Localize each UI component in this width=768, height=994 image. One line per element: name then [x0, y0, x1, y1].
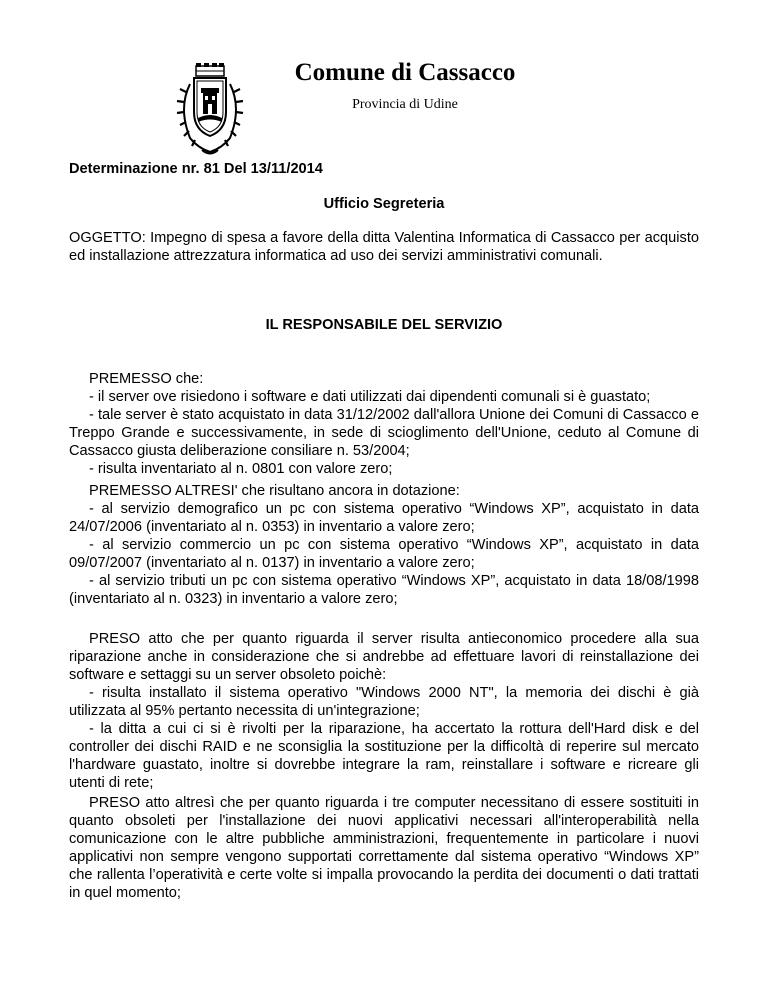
- premesso-item: - tale server è stato acquistato in data 31/12/2002 dall'allora Unione dei Comuni di Cassacco e Treppo Grande e successivamente, in sede di scioglimento dell'Unione, ceduto al Comune di Cassacco giusta deliberazione consiliare n. 53/2004;: [69, 407, 699, 459]
- preso-atto-intro: PRESO atto che per quanto riguarda il server risulta antieconomico procedere alla sua riparazione anche in considerazione che si andrebbe ad effettuare lavori di reinstallazione dei software e settaggi su un server obsoleto poichè:: [69, 631, 699, 683]
- premesso-section: [69, 370, 699, 478]
- preso-atto-section: [69, 630, 699, 792]
- subject-text: OGGETTO: Impegno di spesa a favore della ditta Valentina Informatica di Cassacco per acquisto ed installazione attrezzatura informatica ad uso dei servizi amministrativi comunali.: [69, 230, 699, 264]
- premesso-item: - il server ove risiedono i software e dati utilizzati dai dipendenti comunali si è guastato;: [89, 389, 651, 405]
- province-subtitle: Provincia di Udine: [352, 97, 458, 112]
- premesso-altresi-item: - al servizio demografico un pc con sistema operativo “Windows XP”, acquistato in data 24/07/2006 (inventariato al n. 0353) in inventario a valore zero;: [69, 501, 699, 535]
- municipality-title: Comune di Cassacco: [294, 59, 516, 86]
- preso-atto-altresi-section: [69, 794, 699, 902]
- premesso-altresi-item: - al servizio commercio un pc con sistema operativo “Windows XP”, acquistato in data 09/07/2007 (inventariato al n. 0137) in inventario a valore zero;: [69, 537, 699, 571]
- preso-atto-altresi-text: PRESO atto altresì che per quanto riguarda i tre computer necessitano di essere sostituiti in quanto obsoleti per l'installazione dei nuovi applicativi necessari all'interoperabilità nella comunicazione con le altre pubbliche amministrazioni, frequentemente in particolare i nuovi applicativi non sempre vengono supportati correttamente dal sistema operativo “Windows XP” che rallenta l’operatività e certe volte si impalla provocando la perdita dei documenti o dati trattati in quel momento;: [69, 795, 699, 901]
- preso-atto-item: - la ditta a cui ci si è rivolti per la riparazione, ha accertato la rottura dell'Hard disk e del controller dei dischi RAID e ne sconsiglia la sostituzione per la difficoltà di reperire sul mercato l'hardware guastato, inoltre si dovrebbe integrare la ram, reinstallare i software e ricreare gli utenti di rete;: [69, 721, 699, 791]
- determination-number: Determinazione nr. 81 Del 13/11/2014: [69, 161, 323, 177]
- premesso-altresi-section: [69, 482, 699, 608]
- coat-of-arms-icon: [174, 62, 246, 158]
- premesso-altresi-intro: PREMESSO ALTRESI' che risultano ancora in dotazione:: [89, 483, 460, 499]
- responsible-heading: IL RESPONSABILE DEL SERVIZIO: [265, 317, 503, 333]
- premesso-item: - risulta inventariato al n. 0801 con valore zero;: [89, 461, 393, 477]
- preso-atto-item: - risulta installato il sistema operativo "Windows 2000 NT", la memoria dei dischi è già utilizzata al 95% pertanto necessita di un'integrazione;: [69, 685, 699, 719]
- premesso-intro: PREMESSO che:: [89, 371, 204, 387]
- office-name: Ufficio Segreteria: [323, 196, 445, 212]
- premesso-altresi-item: - al servizio tributi un pc con sistema operativo “Windows XP”, acquistato in data 18/08/1998 (inventariato al n. 0323) in inventario a valore zero;: [69, 573, 699, 607]
